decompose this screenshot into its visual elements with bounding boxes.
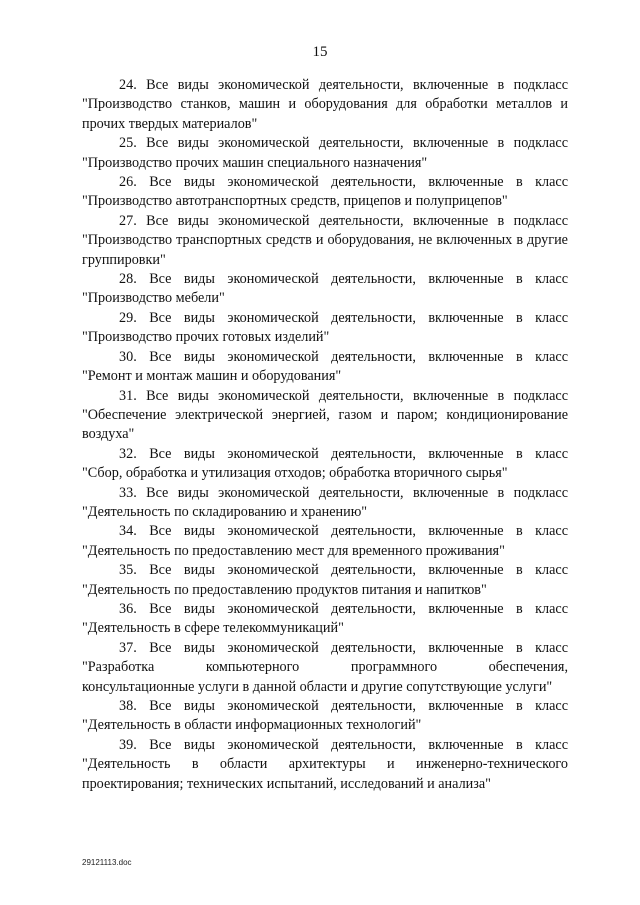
item-name-first-line: "Деятельность в области архитектуры и инженерно-технического <box>82 756 568 773</box>
list-item <box>82 309 568 348</box>
item-lead: 27. Все виды экономической деятельности, включенные в подкласс <box>119 212 568 229</box>
item-name: проектирования; технических испытаний, исследований и анализа" <box>82 775 491 792</box>
item-name: "Производство мебели" <box>82 290 225 307</box>
item-lead: 32. Все виды экономической деятельности, включенные в класс <box>119 445 568 462</box>
item-lead: 35. Все виды экономической деятельности, включенные в класс <box>119 562 568 579</box>
list-item <box>82 600 568 639</box>
list-item <box>82 484 568 523</box>
list-item <box>82 639 568 697</box>
item-lead: 31. Все виды экономической деятельности, включенные в подкласс <box>119 387 568 404</box>
item-lead: 36. Все виды экономической деятельности, включенные в класс <box>119 600 568 617</box>
item-name: "Деятельность по предоставлению продуктов питания и напитков" <box>82 581 487 598</box>
item-name: консультационные услуги в данной области и другие сопутствующие услуги" <box>82 678 553 695</box>
item-name: "Производство транспортных средств и оборудования, не включенных в другие группировки" <box>82 232 568 268</box>
list-item <box>82 173 568 212</box>
list-item <box>82 697 568 736</box>
document-filename: 29121113.doc <box>82 858 132 867</box>
item-name: "Производство автотранспортных средств, прицепов и полуприцепов" <box>82 193 508 210</box>
list-item <box>82 736 568 794</box>
item-lead: 39. Все виды экономической деятельности, включенные в класс <box>119 736 568 753</box>
item-lead: 24. Все виды экономической деятельности, включенные в подкласс <box>119 77 568 93</box>
item-lead: 33. Все виды экономической деятельности, включенные в подкласс <box>119 484 568 501</box>
list-item <box>82 76 568 134</box>
item-lead: 29. Все виды экономической деятельности, включенные в класс <box>119 309 568 326</box>
document-body <box>82 76 568 794</box>
list-item <box>82 348 568 387</box>
item-lead: 28. Все виды экономической деятельности, включенные в класс <box>119 271 568 288</box>
item-name: "Производство прочих машин специального назначения" <box>82 154 428 171</box>
list-item <box>82 561 568 600</box>
list-item <box>82 445 568 484</box>
item-lead: 25. Все виды экономической деятельности, включенные в подкласс <box>119 135 568 152</box>
list-item <box>82 387 568 445</box>
item-name: "Деятельность по складированию и хранению" <box>82 503 368 520</box>
item-lead: 30. Все виды экономической деятельности, включенные в класс <box>119 348 568 365</box>
item-name-first-line: "Разработка компьютерного программного обеспечения, <box>82 659 568 676</box>
item-name: "Производство станков, машин и оборудования для обработки металлов и прочих твердых материалов" <box>82 96 568 132</box>
item-name: "Сбор, обработка и утилизация отходов; обработка вторичного сырья" <box>82 465 508 482</box>
item-name: "Производство прочих готовых изделий" <box>82 329 330 346</box>
list-item <box>82 270 568 309</box>
item-name: "Деятельность в сфере телекоммуникаций" <box>82 620 344 637</box>
item-lead: 34. Все виды экономической деятельности, включенные в класс <box>119 523 568 540</box>
item-name: "Деятельность в области информационных технологий" <box>82 717 422 734</box>
item-name: "Обеспечение электрической энергией, газом и паром; кондиционирование воздуха" <box>82 406 568 443</box>
item-lead: 38. Все виды экономической деятельности, включенные в класс <box>119 698 568 714</box>
list-item <box>82 134 568 173</box>
list-item <box>82 212 568 270</box>
item-lead: 37. Все виды экономической деятельности, включенные в класс <box>119 639 568 656</box>
page-number: 15 <box>312 44 328 60</box>
item-lead: 26. Все виды экономической деятельности, включенные в класс <box>119 174 568 191</box>
item-name: "Ремонт и монтаж машин и оборудования" <box>82 368 342 385</box>
item-name: "Деятельность по предоставлению мест для временного проживания" <box>82 542 505 559</box>
list-item <box>82 522 568 561</box>
